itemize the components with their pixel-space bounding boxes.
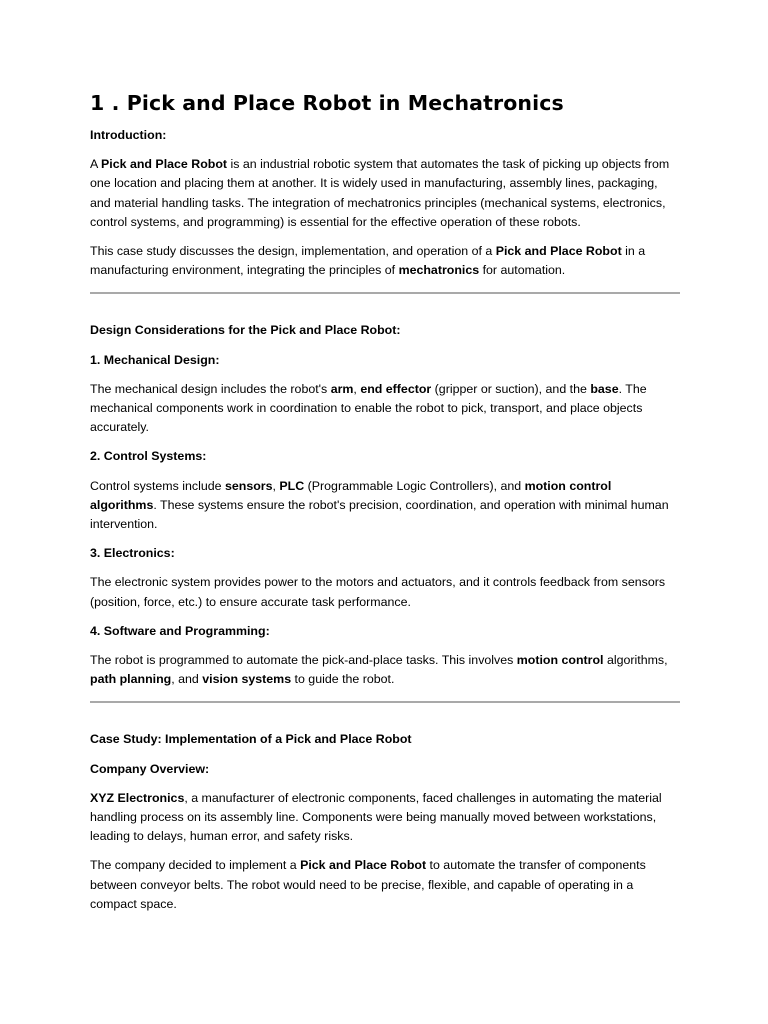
control-systems-paragraph: Control systems include sensors, PLC (Programmable Logic Controllers), and motion control algorithms. These systems ensure the robot's precision, coordination, and operation with minimal human intervention.	[90, 478, 669, 532]
company-overview-paragraph-1: XYZ Electronics, a manufacturer of electronic components, faced challenges in automating the material handling process on its assembly line. Components were being manually moved between workstations, leading to delays, human error, and safety risks.	[90, 790, 662, 844]
design-considerations-heading: Design Considerations for the Pick and Place Robot:	[90, 323, 401, 338]
bold-term: sensors	[224, 478, 273, 493]
document-title: 1 . Pick and Place Robot in Mechatronics	[90, 91, 564, 115]
bold-term: XYZ Electronics	[90, 790, 185, 805]
mechanical-design-paragraph: The mechanical design includes the robot's arm, end effector (gripper or suction), and the base. The mechanical components work in coordination to enable the robot to pick, transport, and place objects accurately.	[90, 381, 647, 435]
case-study-heading: Case Study: Implementation of a Pick and Place Robot	[90, 732, 412, 747]
bold-term: end effector	[360, 381, 432, 396]
bold-term: path planning	[90, 672, 172, 687]
control-systems-heading: 2. Control Systems:	[90, 449, 207, 464]
company-overview-heading: Company Overview:	[90, 761, 210, 776]
bold-term: PLC	[279, 478, 305, 493]
introduction-heading: Introduction:	[90, 128, 167, 142]
bold-term: motion control	[516, 653, 604, 668]
company-overview-paragraph-2: The company decided to implement a Pick and Place Robot to automate the transfer of components between conveyor belts. The robot would need to be precise, flexible, and capable of operating in a compact space.	[90, 858, 646, 911]
bold-term: arm	[330, 381, 354, 396]
document-content	[90, 88, 680, 924]
software-programming-heading: 4. Software and Programming:	[90, 623, 270, 638]
introduction-paragraph-1: A Pick and Place Robot is an industrial robotic system that automates the task of picking up objects from one location and placing them at another. It is widely used in manufacturing, assembly lines, packaging, and material handling tasks. The integration of mechatronics principles (mechanical systems, electronics, control systems, and programming) is essential for the effective operation of these robots.	[90, 157, 670, 229]
bold-term: motion control algorithms	[90, 478, 612, 512]
introduction-paragraph-2: This case study discusses the design, implementation, and operation of a Pick and Place Robot in a manufacturing environment, integrating the principles of mechatronics for automation.	[90, 244, 646, 278]
bold-term: Pick and Place Robot	[300, 858, 427, 873]
electronics-heading: 3. Electronics:	[90, 546, 175, 561]
bold-term: mechatronics	[398, 263, 480, 278]
electronics-paragraph: The electronic system provides power to the motors and actuators, and it controls feedback from sensors (position, force, etc.) to ensure accurate task performance.	[90, 575, 666, 609]
section-divider-2	[90, 701, 680, 703]
bold-term: Pick and Place Robot	[101, 157, 228, 172]
mechanical-design-heading: 1. Mechanical Design:	[90, 352, 220, 367]
software-programming-paragraph: The robot is programmed to automate the pick-and-place tasks. This involves motion control algorithms, path planning, and vision systems to guide the robot.	[90, 653, 668, 687]
bold-term: vision systems	[202, 672, 292, 687]
bold-term: base	[590, 381, 619, 396]
section-divider-1	[90, 292, 680, 294]
bold-term: Pick and Place Robot	[495, 244, 622, 259]
